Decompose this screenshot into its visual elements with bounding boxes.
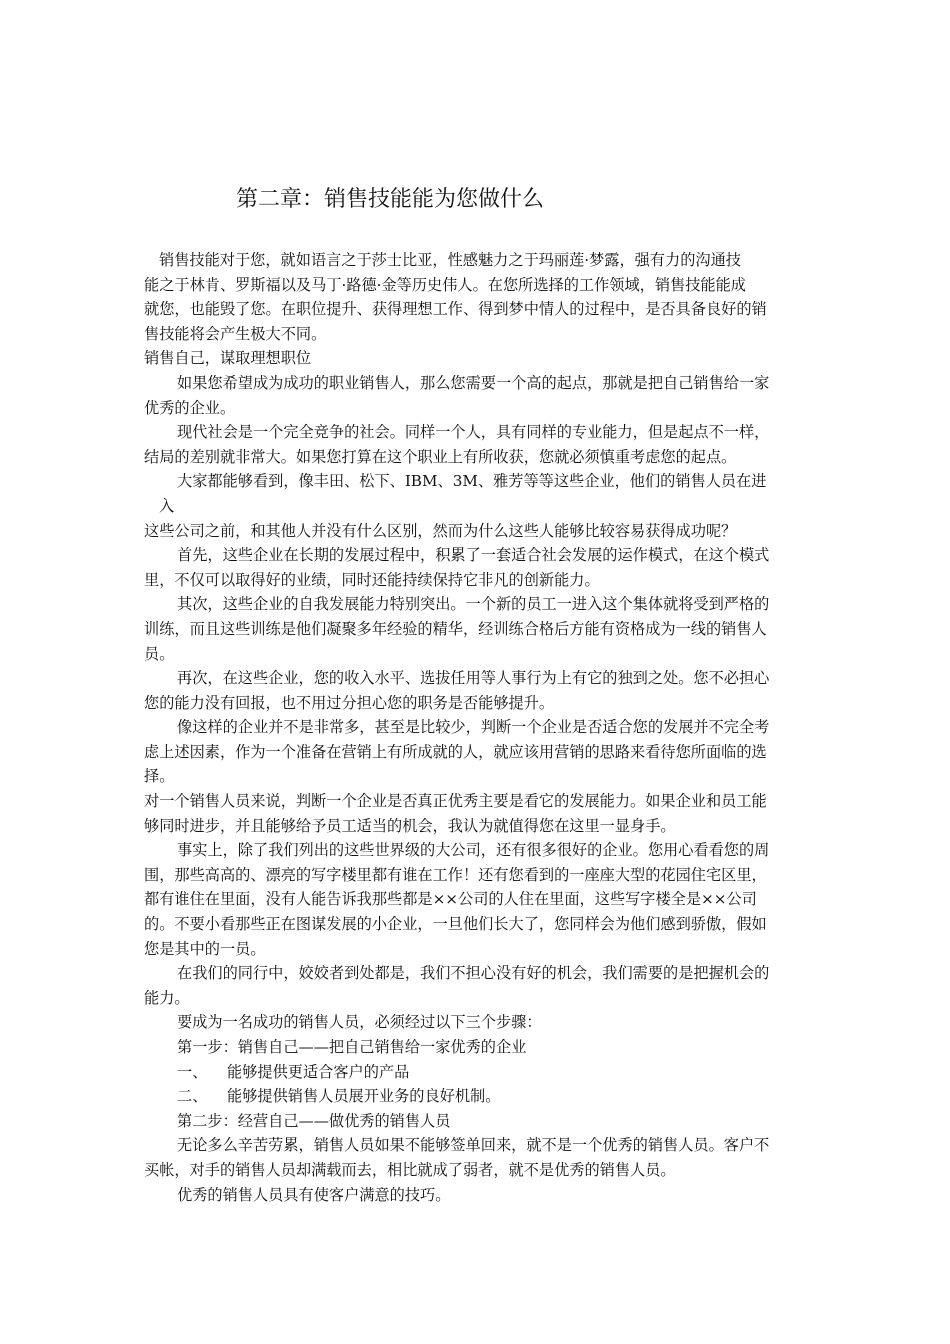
list-text: 能够提供更适合客户的产品	[227, 1062, 410, 1081]
text-line: 像这样的企业并不是非常多，甚至是比较少，判断一个企业是否适合您的发展并不完全考	[177, 718, 770, 737]
document-body	[144, 248, 834, 1207]
text-line: 这些公司之前，和其他人并没有什么区别，然而为什么这些人能够比较容易获得成功呢？	[144, 521, 737, 540]
text-line: 您的能力没有回报，也不用过分担心您的职务是否能够提升。	[144, 693, 555, 712]
text-line: 就您，也能毁了您。在职位提升、获得理想工作、得到梦中情人的过程中，是否具备良好的销	[144, 300, 767, 319]
text-line: 优秀的销售人员具有使客户满意的技巧。	[177, 1185, 451, 1204]
text-line: 大家都能够看到，像丰田、松下、IBM、3M、雅芳等等这些企业，他们的销售人员在进	[177, 472, 767, 491]
text-line: 其次，这些企业的自我发展能力特别突出。一个新的员工一进入这个集体就将受到严格的	[177, 595, 770, 614]
list-text: 能够提供销售人员展开业务的良好机制。	[227, 1087, 501, 1106]
chapter-title: 第二章：销售技能能为您做什么	[236, 187, 545, 212]
text-line: 要成为一名成功的销售人员，必须经过以下三个步骤：	[177, 1013, 542, 1032]
text-line: 择。	[144, 767, 175, 786]
step-heading: 第一步：销售自己——把自己销售给一家优秀的企业	[177, 1038, 527, 1056]
text-line: 结局的差别就非常大。如果您打算在这个职业上有所收获，您就必须慎重考虑您的起点。	[144, 447, 737, 466]
text-line: 围，那些高高的、漂亮的写字楼里都有谁在工作！还有您看到的一座座大型的花园住宅区里，	[144, 865, 767, 884]
step-heading: 第二步：经营自己——做优秀的销售人员	[177, 1111, 451, 1130]
list-number: 一、	[177, 1062, 208, 1081]
text-line: 售技能将会产生极大不同。	[144, 324, 327, 343]
text-line: 买帐，对手的销售人员却满载而去，相比就成了弱者，就不是优秀的销售人员。	[144, 1160, 676, 1179]
text-line: 无论多么辛苦劳累，销售人员如果不能够签单回来，就不是一个优秀的销售人员。客户不	[177, 1136, 770, 1155]
text-line: 如果您希望成为成功的职业销售人，那么您需要一个高的起点，那就是把自己销售给一家	[177, 373, 770, 392]
text-line: 能力。	[144, 988, 190, 1007]
text-line: 训练，而且这些训练是他们凝聚多年经验的精华，经训练合格后方能有资格成为一线的销售人	[144, 619, 767, 638]
text-line: 虑上述因素，作为一个准备在营销上有所成就的人，就应该用营销的思路来看待您所面临的选	[144, 742, 767, 761]
text-line: 的。不要小看那些正在图谋发展的小企业，一旦他们长大了，您同样会为他们感到骄傲，假如	[144, 915, 767, 934]
text-line: 现代社会是一个完全竞争的社会。同样一个人，具有同样的专业能力，但是起点不一样，	[177, 423, 770, 442]
text-line: 优秀的企业。	[144, 398, 236, 417]
text-line: 销售技能对于您，就如语言之于莎士比亚，性感魅力之于玛丽莲·梦露，强有力的沟通技	[159, 251, 741, 269]
text-line: 事实上，除了我们列出的这些世界级的大公司，还有很多很好的企业。您用心看看您的周	[177, 841, 770, 860]
section-heading: 销售自己，谋取理想职位	[144, 349, 312, 368]
list-item	[144, 1084, 834, 1109]
text-line: 对一个销售人员来说，判断一个企业是否真正优秀主要是看它的发展能力。如果企业和员工能	[144, 792, 767, 811]
list-number: 二、	[177, 1087, 208, 1106]
text-line: 够同时进步，并且能够给予员工适当的机会，我认为就值得您在这里一显身手。	[144, 816, 676, 835]
text-line: 里，不仅可以取得好的业绩，同时还能持续保持它非凡的创新能力。	[144, 570, 600, 589]
text-line: 都有谁住在里面，没有人能告诉我那些都是××公司的人住在里面，这些写字楼全是××公司	[144, 890, 757, 909]
text-line: 首先，这些企业在长期的发展过程中，积累了一套适合社会发展的运作模式，在这个模式	[177, 546, 770, 565]
text-line: 在我们的同行中，姣姣者到处都是，我们不担心没有好的机会，我们需要的是把握机会的	[177, 964, 770, 983]
list-item	[144, 1060, 834, 1085]
text-line: 员。	[144, 644, 175, 663]
text-line: 您是其中的一员。	[144, 939, 266, 958]
text-line: 入	[159, 496, 175, 515]
text-line: 再次，在这些企业，您的收入水平、选拔任用等人事行为上有它的独到之处。您不必担心	[177, 669, 770, 688]
text-line: 能之于林肯、罗斯福以及马丁·路德·金等历史伟人。在您所选择的工作领域，销售技能能成	[144, 275, 746, 294]
